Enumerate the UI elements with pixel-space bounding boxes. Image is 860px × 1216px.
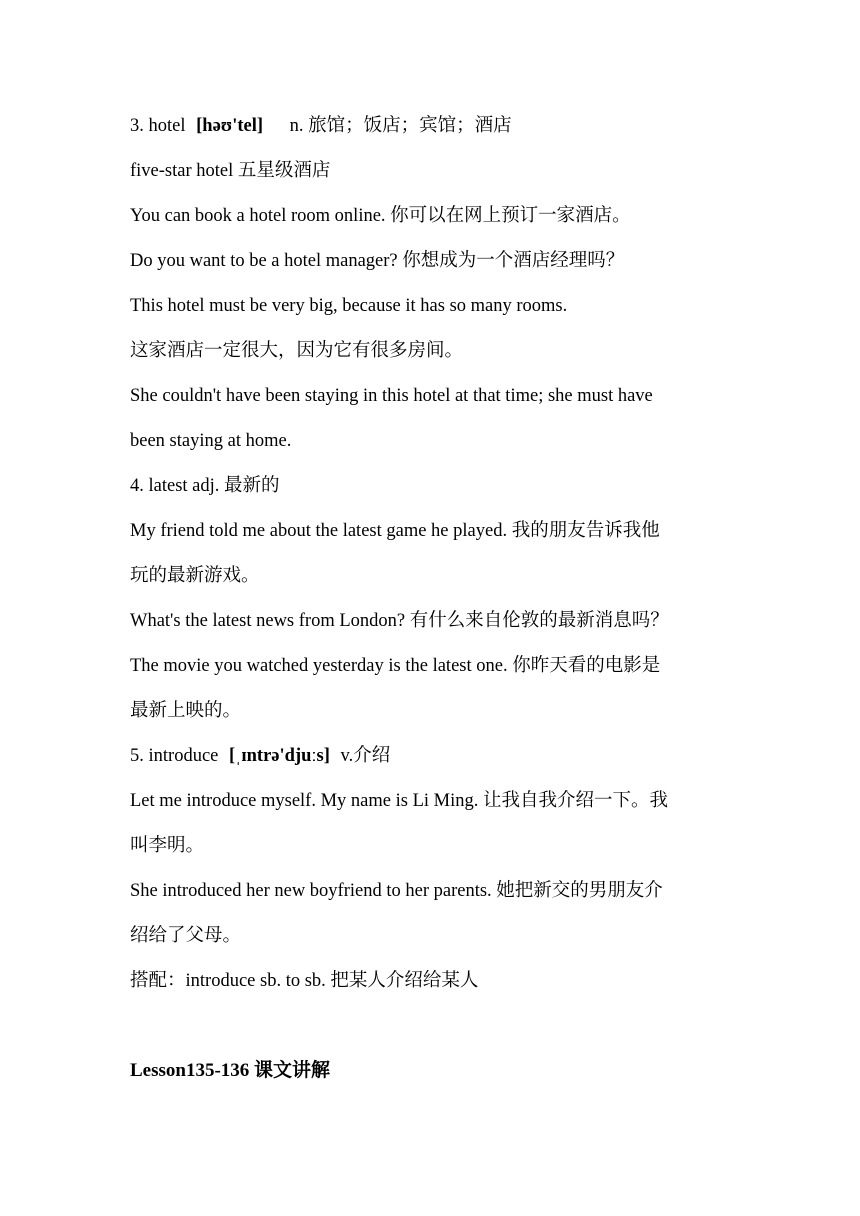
entry-number: 3. hotel	[130, 116, 186, 136]
example-translation: 这家酒店一定很大，因为它有很多房间。	[130, 341, 464, 361]
example-sentence: Do you want to be a hotel manager? 你想成为一个酒店经理吗？	[130, 251, 625, 271]
collocation-line: 搭配：introduce sb. to sb. 把某人介绍给某人	[130, 971, 479, 991]
example-sentence: My friend told me about the latest game he played. 我的朋友告诉我他	[130, 521, 660, 541]
example-sentence-continued: 玩的最新游戏。	[130, 566, 260, 586]
phonetic: [həʊ'tel]	[196, 116, 264, 136]
example-sentence: The movie you watched yesterday is the latest one. 你昨天看的电影是	[130, 656, 661, 676]
section-title: Lesson135-136 课文讲解	[130, 1060, 331, 1081]
definition: n. 旅馆；饭店；宾馆；酒店	[289, 116, 512, 136]
example-sentence: You can book a hotel room online. 你可以在网上预订一家酒店。	[130, 206, 631, 226]
definition: v.介绍	[340, 746, 391, 766]
phonetic: [ˌɪntrə'djuːs]	[229, 746, 330, 766]
example-sentence: She couldn't have been staying in this hotel at that time; she must have	[130, 386, 653, 406]
example-sentence-continued: 最新上映的。	[130, 701, 242, 721]
entry-hotel-header	[130, 110, 730, 155]
example-sentence: What's the latest news from London? 有什么来自伦敦的最新消息吗？	[130, 611, 669, 631]
entry-introduce-header	[130, 740, 730, 785]
entry-number: 5. introduce	[130, 746, 219, 766]
entry-latest-header: 4. latest adj. 最新的	[130, 476, 280, 496]
collocation-line: five-star hotel 五星级酒店	[130, 161, 331, 181]
example-sentence: This hotel must be very big, because it has so many rooms.	[130, 296, 568, 316]
example-sentence: Let me introduce myself. My name is Li Ming. 让我自我介绍一下。我	[130, 791, 668, 811]
example-sentence-continued: 绍给了父母。	[130, 926, 242, 946]
document-body	[130, 110, 730, 1100]
example-sentence-continued: 叫李明。	[130, 836, 205, 856]
example-sentence-continued: been staying at home.	[130, 431, 292, 451]
example-sentence: She introduced her new boyfriend to her parents. 她把新交的男朋友介	[130, 881, 663, 901]
